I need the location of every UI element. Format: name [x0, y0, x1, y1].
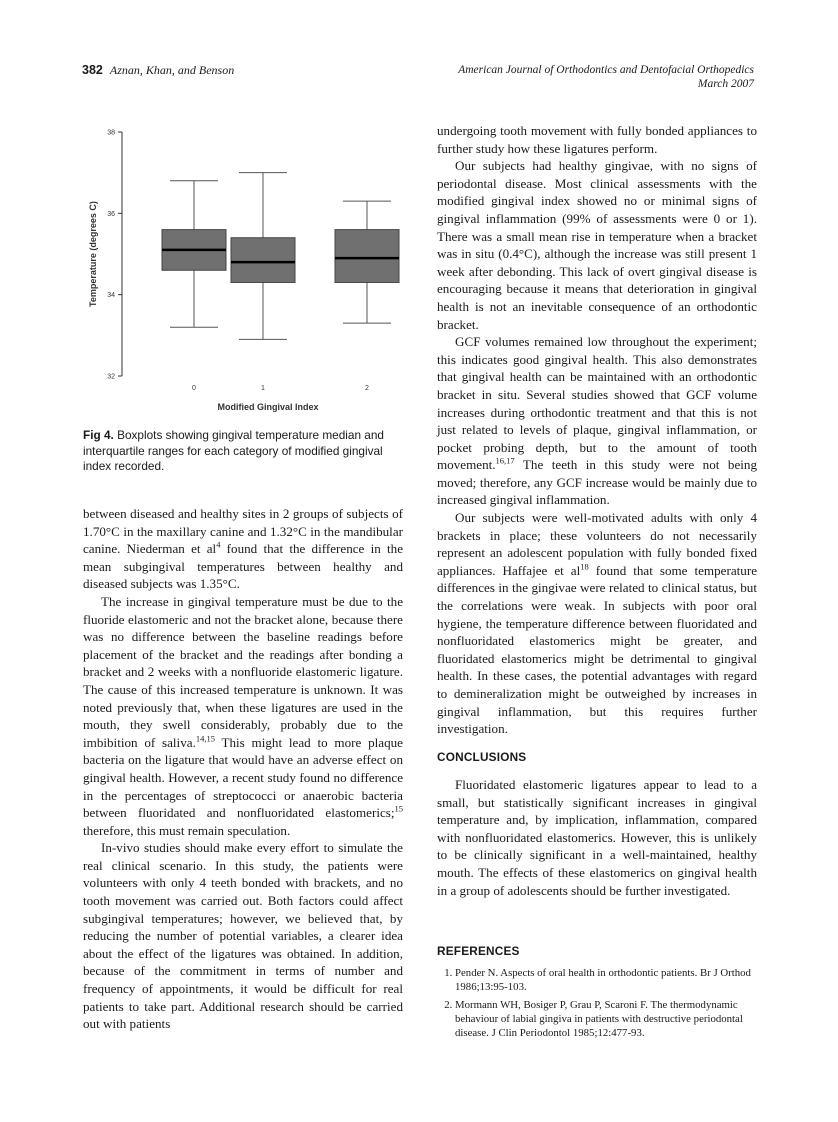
iqr-box: [231, 238, 295, 283]
running-header-right: [458, 63, 754, 91]
caption-text: Boxplots showing gingival temperature median and interquartile ranges for each category of modified gingival index recorded.: [83, 428, 384, 473]
issue-date: March 2007: [697, 78, 754, 90]
boxplot-chart: [82, 122, 404, 422]
paragraph-right-3: GCF volumes remained low throughout the experiment; this indicates good gingival health. This also demonstrates that gingival health can be maintained with an orthodontic bracket in situ. Several studies showed that GCF volume increases during orthodontic treatment and that this is not just related to levels of plaque, gingival inflammation, or pocket probing depth, but to the amount of tooth movement.$^{16,17}$ The teeth in this study were not being moved; therefore, any GCF increase would be mainly due to increased gingival inflammation.: [437, 334, 757, 508]
running-authors: Aznan, Khan, and Benson: [109, 63, 235, 77]
y-tick-label: 38: [107, 129, 115, 137]
x-tick-label: 2: [365, 385, 369, 392]
references-section: [437, 944, 757, 1043]
figure-4: [82, 122, 404, 422]
paragraph-left-1: between diseased and healthy sites in 2 groups of subjects of 1.70°C in the maxillary canine and 1.32°C in the mandibular canine. Niederman et $al^4$ found that the difference in the mean subgingival temperatures between healthy and diseased subjects was 1.35°C.: [83, 506, 404, 592]
x-axis-label: Modified Gingival Index: [217, 402, 319, 412]
x-tick-label: 0: [192, 385, 196, 392]
reference-item: 1. Pender N. Aspects of oral health in orthodontic patients. Br J Orthod 1986;13:95-103.: [455, 966, 757, 995]
figure-caption: [83, 428, 403, 475]
y-tick-label: 32: [107, 373, 115, 381]
reference-item: 2. Mormann WH, Bosiger P, Grau P, Scaroni F. The thermodynamic behaviour of labial gingiva in patients with destructive periodontal disease. J Clin Periodontol 1985;12:477-93.: [455, 998, 757, 1041]
references-heading: REFERENCES: [437, 944, 520, 958]
iqr-box: [335, 230, 399, 283]
running-header-left: [82, 63, 234, 78]
conclusions-text: Fluoridated elastomeric ligatures appear to lead to a small, but statistically significant increases in gingival temperature and, by implication, inflammation, compared with nonfluoridated elastomerics. However, this is unlikely to be clinically significant in a well-maintained, healthy mouth. The effects of these elastomerics on gingival health in a group of adolescents should be further investigated.: [437, 777, 757, 898]
conclusions-heading: CONCLUSIONS: [437, 750, 527, 764]
paragraph-right-1: undergoing tooth movement with fully bonded appliances to further study how these ligatures perform.: [437, 123, 757, 156]
left-column: [83, 505, 403, 1033]
paragraph-right-2: Our subjects had healthy gingivae, with no signs of periodontal disease. Most clinical assessments with the modified gingival index showed no or minimal signs of gingival inflammation (99% of assessments were 0 or 1). There was a small mean rise in temperature when a bracket was in situ (0.4°C), although the increase was still present 1 week after debonding. This lack of overt gingival disease is encouraging because it means that deterioration in gingival health is not an inevitable consequence of an orthodontic bracket.: [437, 158, 757, 332]
reference-list: [437, 966, 757, 1040]
conclusions-section: [437, 750, 757, 899]
paragraph-left-3: In-vivo studies should make every effort to simulate the real clinical scenario. In this study, the patients were volunteers with only 4 teeth bonded with brackets, and no tooth movement was carried out. Both factors could affect subgingival temperatures; however, we believed that, by reducing the number of potential variables, a clearer idea about the effect of the ligatures was obtained. In addition, because of the commitment in terms of number and frequency of appointments, it would be difficult for real patients to take part. Additional research should be carried out with patients: [83, 840, 403, 1032]
page-number: 382: [82, 63, 103, 77]
y-tick-label: 34: [107, 292, 115, 300]
paragraph-right-4: Our subjects were well-motivated adults with only 4 brackets in place; these volunteers do not necessarily represent an adolescent population with fully bonded fixed appliances. Haffajee et $al^{18}$ found that some temperature differences in the gingivae were related to clinical status, but the correlations were weak. In subjects with poor oral hygiene, the temperature difference between fluoridated and nonfluoridated elastomerics might be greater, and fluoridated elastomerics might be detrimental to gingival health. In these cases, the potential advantages with regard to demineralization might be outweighed by increases in gingival inflammation, but this requires further investigation.: [437, 510, 758, 737]
caption-label: Fig 4.: [83, 428, 114, 442]
x-tick-label: 1: [261, 385, 265, 392]
paragraph-left-2: The increase in gingival temperature must be due to the fluoride elastomeric and not the bracket alone, because there was no difference between the baseline readings before placement of the bracket and the readings after bonding a bracket and 2 weeks with a nonfluoride elastomeric ligature. The cause of this increased temperature is unknown. It was noted previously that, when these ligatures are used in the mouth, they swell considerably, probably due to the imbibition of saliva.$^{14,15}$ This might lead to more plaque bacteria on the ligature that would have an adverse effect on gingival health. However, a recent study found no difference in the percentages of streptococci or anaerobic bacteria between fluoridated and nonfluoridated elastomerics;$^{15}$ therefore, this must remain speculation.: [83, 593, 403, 838]
journal-title: American Journal of Orthodontics and Dentofacial Orthopedics: [458, 64, 754, 76]
y-tick-label: 36: [107, 210, 115, 218]
y-axis-label: Temperature (degrees C): [88, 201, 98, 307]
right-column: [437, 122, 757, 738]
